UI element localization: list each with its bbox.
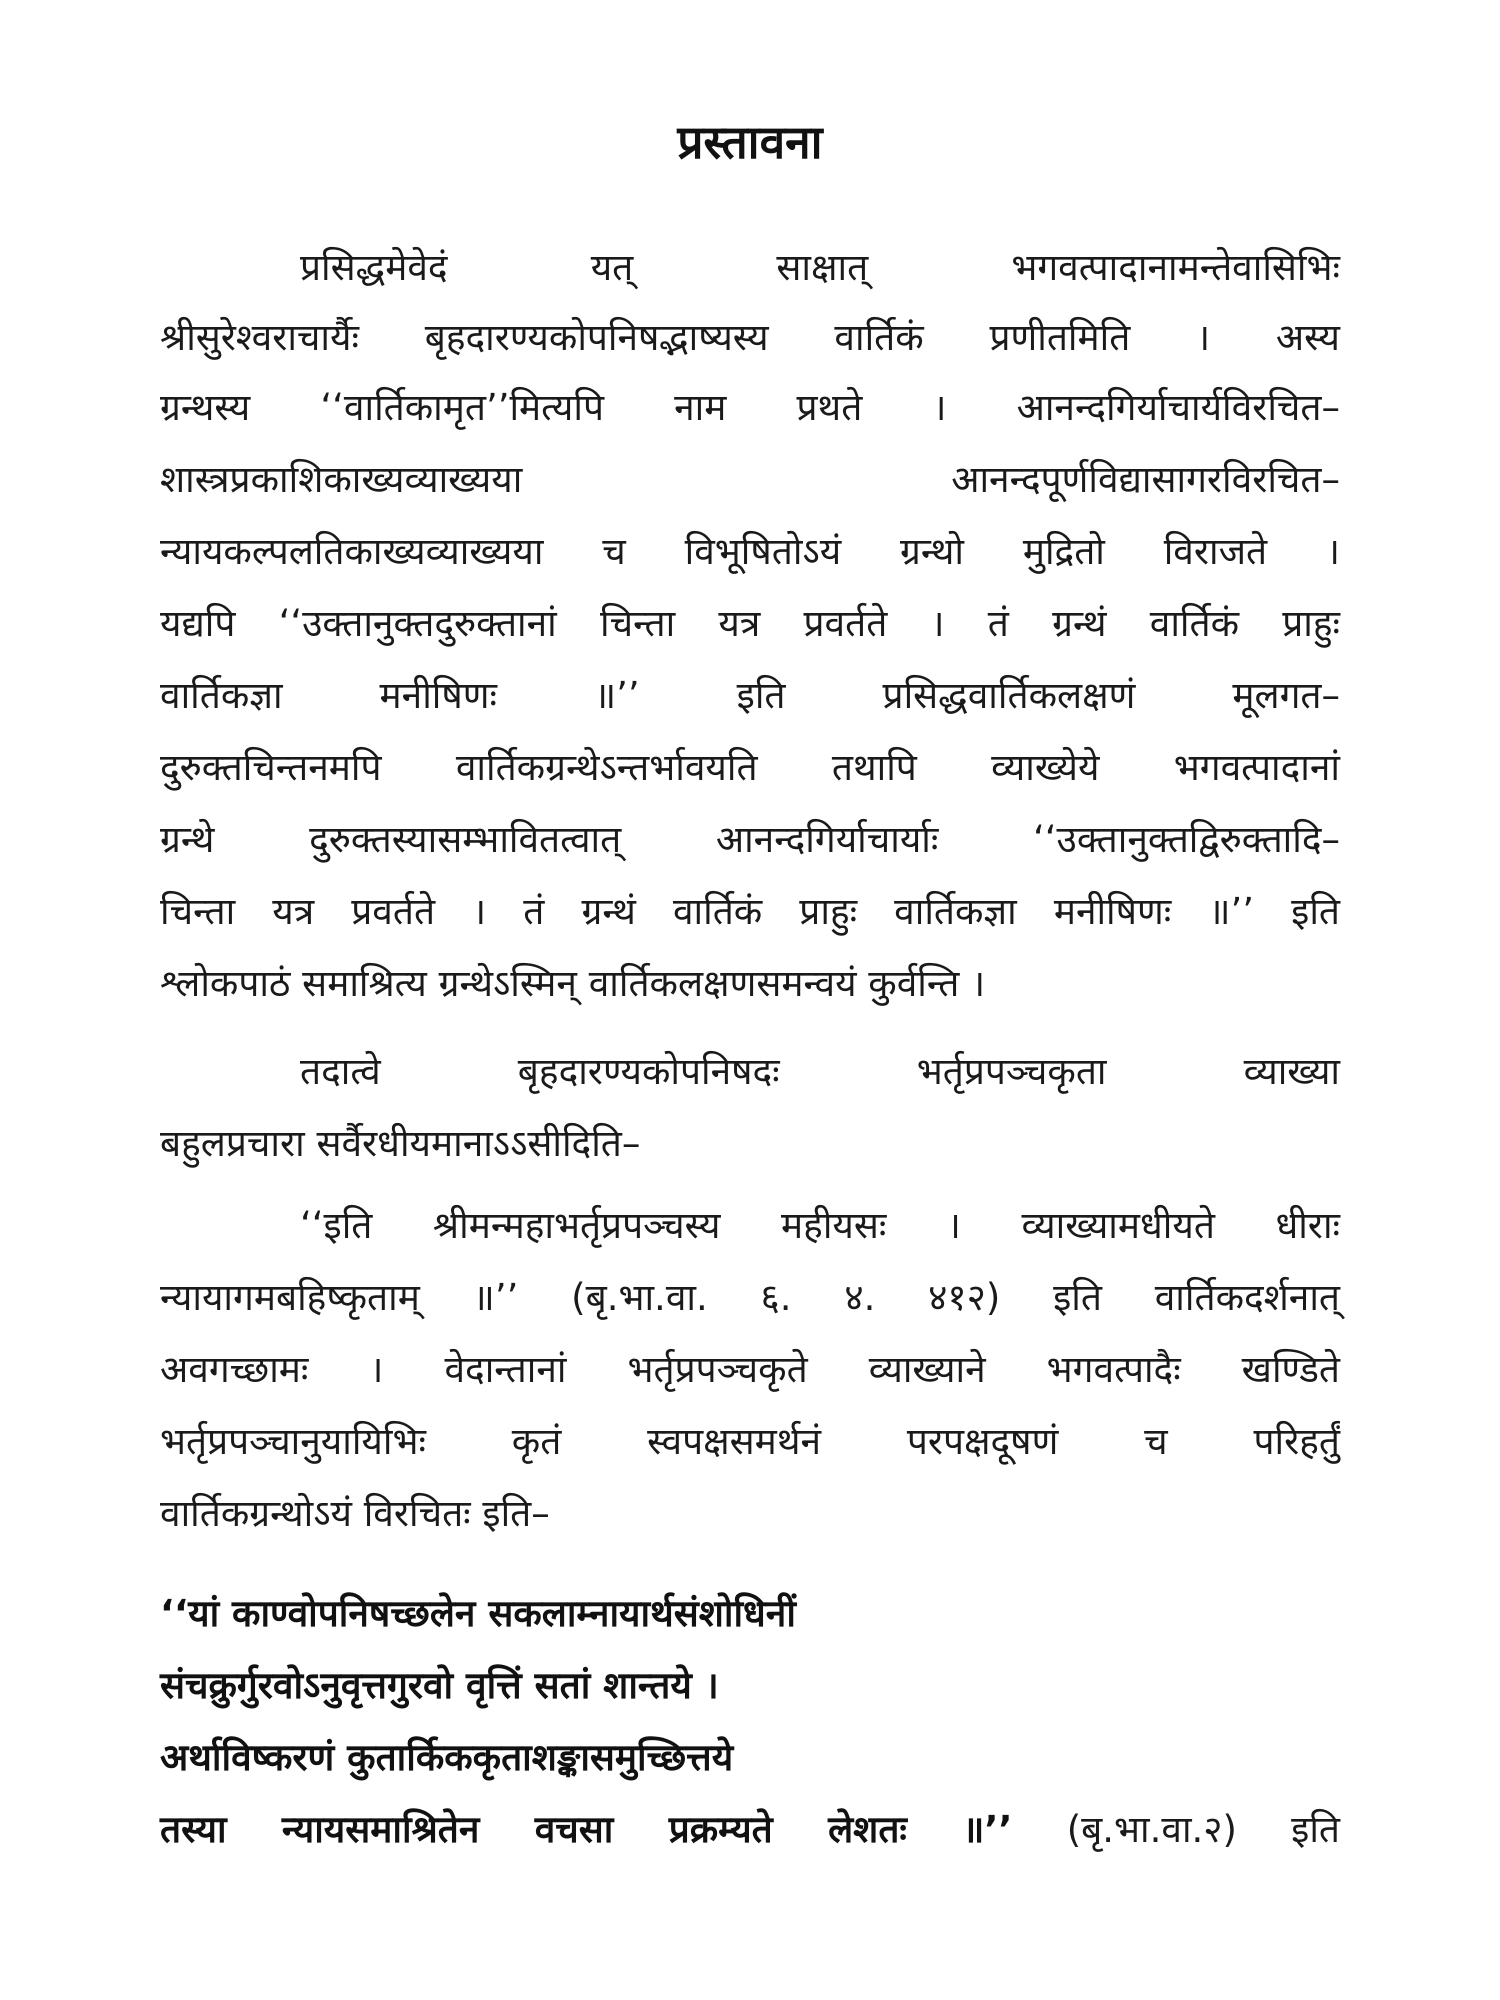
paragraph-1-line: ग्रन्थस्य ‘‘वार्तिकामृत’’मित्यपि नाम प्रथते । आनन्दगिर्याचार्यविरचित– (160, 386, 1340, 429)
paragraph-3-line: वार्तिकग्रन्थोऽयं विरचितः इति– (160, 1492, 550, 1535)
verse-line-last (160, 1800, 1340, 1860)
verse-line: ‘‘यां काण्वोपनिषच्छलेन सकलाम्नायार्थसंशोधिनीं (160, 1592, 796, 1635)
paragraph-1-line: शास्त्रप्रकाशिकाख्यव्याख्यया आनन्दपूर्णविद्यासागरविरचित– (160, 458, 1340, 501)
paragraph-1-line: ग्रन्थे दुरुक्तस्यासम्भावितत्वात् आनन्दगिर्याचार्याः ‘‘उक्तानुक्तद्विरुक्तादि– (160, 818, 1340, 861)
paragraph-1-line: श्रीसुरेश्वराचार्यैः बृहदारण्यकोपनिषद्भाष्यस्य वार्तिकं प्रणीतमिति । अस्य (160, 316, 1340, 359)
paragraph-3-line: न्यायागमबहिष्कृताम् ॥’’ (बृ.भा.वा. ६. ४. ४१२) इति वार्तिकदर्शनात् (160, 1276, 1340, 1319)
verse-final-text: तस्या न्यायसमाश्रितेन वचसा प्रक्रम्यते लेशतः ॥’’ (160, 1808, 1013, 1851)
paragraph-1-line: प्रसिद्धमेवेदं यत् साक्षात् भगवत्पादानामन्तेवासिभिः (300, 246, 1340, 289)
paragraph-3-line: ‘‘इति श्रीमन्महाभर्तृप्रपञ्चस्य महीयसः । व्याख्यामधीयते धीराः (300, 1204, 1340, 1247)
paragraph-2-line: तदात्वे बृहदारण्यकोपनिषदः भर्तृप्रपञ्चकृता व्याख्या (300, 1050, 1340, 1093)
verse-reference: (बृ.भा.वा.२) इति (1066, 1808, 1341, 1851)
paragraph-1-line: श्लोकपाठं समाश्रित्य ग्रन्थेऽस्मिन् वार्तिकलक्षणसमन्वयं कुर्वन्ति । (160, 962, 986, 1005)
verse-line: संचक्रुर्गुरवोऽनुवृत्तगुरवो वृत्तिं सतां शान्तये । (160, 1664, 719, 1707)
paragraph-1-line: वार्तिकज्ञा मनीषिणः ॥’’ इति प्रसिद्धवार्तिकलक्षणं मूलगत– (160, 674, 1340, 717)
page-title: प्रस्तावना (677, 115, 823, 169)
paragraph-3-line: भर्तृप्रपञ्चानुयायिभिः कृतं स्वपक्षसमर्थनं परपक्षदूषणं च परिहर्तुं (160, 1420, 1340, 1463)
paragraph-1-line: चिन्ता यत्र प्रवर्तते । तं ग्रन्थं वार्तिकं प्राहुः वार्तिकज्ञा मनीषिणः ॥’’ इति (160, 890, 1340, 933)
paragraph-1-line: न्यायकल्पलतिकाख्यव्याख्यया च विभूषितोऽयं ग्रन्थो मुद्रितो विराजते । (160, 530, 1340, 573)
paragraph-1-line: दुरुक्तचिन्तनमपि वार्तिकग्रन्थेऽन्तर्भावयति तथापि व्याख्येये भगवत्पादानां (160, 746, 1340, 789)
paragraph-3-line: अवगच्छामः । वेदान्तानां भर्तृप्रपञ्चकृते व्याख्याने भगवत्पादैः खण्डिते (160, 1348, 1340, 1391)
paragraph-2-line: बहुलप्रचारा सर्वैरधीयमानाऽऽसीदिति– (160, 1122, 641, 1165)
verse-line: अर्थाविष्करणं कुतार्किककृताशङ्कासमुच्छित्तये (160, 1736, 734, 1779)
paragraph-1-line: यद्यपि ‘‘उक्तानुक्तदुरुक्तानां चिन्ता यत्र प्रवर्तते । तं ग्रन्थं वार्तिकं प्राहुः (160, 602, 1340, 645)
